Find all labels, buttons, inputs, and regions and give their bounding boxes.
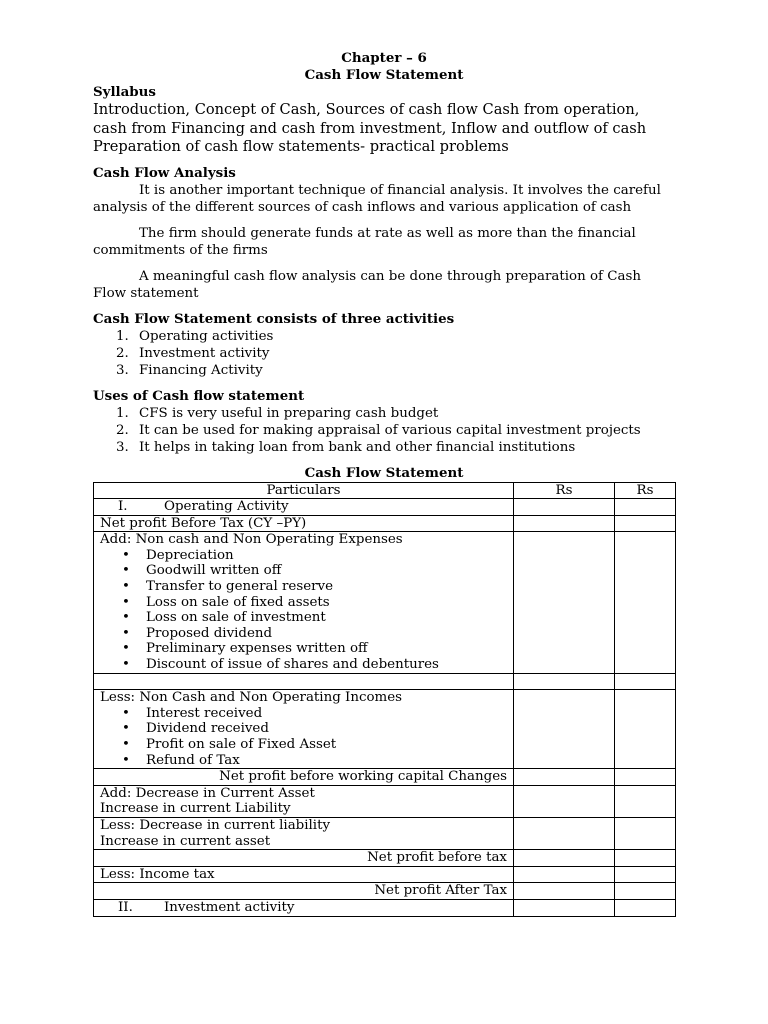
list-item: • Discount of issue of shares and debentures xyxy=(100,657,513,673)
list-item: • Profit on sale of Fixed Asset xyxy=(100,737,513,753)
table-caption: Cash Flow Statement xyxy=(304,464,464,481)
analysis-paragraph: A meaningful cash flow analysis can be done through preparation of Cash Flow statement xyxy=(93,268,641,301)
analysis-heading: Cash Flow Analysis xyxy=(93,164,236,181)
analysis-paragraph: The firm should generate funds at rate as well as more than the financial commitments of the firms xyxy=(93,225,636,258)
table-row xyxy=(94,817,676,849)
table-row xyxy=(94,785,676,817)
table-row-empty xyxy=(94,673,676,690)
np-before-wc-label: Net profit before working capital Changes xyxy=(94,769,514,786)
np-before-tax-label: Net profit before tax xyxy=(94,850,514,867)
table-row xyxy=(94,532,676,673)
npbt-label: Net profit Before Tax (CY –PY) xyxy=(94,515,514,532)
list-item: • Proposed dividend xyxy=(100,626,513,642)
uses-heading: Uses of Cash flow statement xyxy=(93,387,305,404)
uses-list xyxy=(93,405,675,456)
table-row xyxy=(94,499,676,516)
investment-activity-heading: II. Investment activity xyxy=(94,899,514,916)
list-item: 2. It can be used for making appraisal of various capital investment projects xyxy=(116,422,641,438)
header-rs: Rs xyxy=(514,482,615,499)
chapter-number: Chapter – 6 xyxy=(341,50,427,66)
list-item: 2. Investment activity xyxy=(116,345,270,361)
list-item: • Preliminary expenses written off xyxy=(100,641,513,657)
header-particulars: Particulars xyxy=(94,482,514,499)
cash-flow-table xyxy=(93,482,676,917)
list-item: 1. CFS is very useful in preparing cash budget xyxy=(116,405,439,421)
add-wc-cell: Add: Decrease in Current Asset Increase in current Liability xyxy=(94,785,514,817)
table-header-row xyxy=(94,482,676,499)
list-item: • Depreciation xyxy=(100,548,513,564)
syllabus-heading: Syllabus xyxy=(93,84,156,100)
list-item: 1. Operating activities xyxy=(116,328,274,344)
list-item: • Goodwill written off xyxy=(100,563,513,579)
income-tax-label: Less: Income tax xyxy=(94,866,514,883)
table-row xyxy=(94,899,676,916)
list-item: • Dividend received xyxy=(100,721,513,737)
header-rs: Rs xyxy=(615,482,676,499)
less-incomes-label: Less: Non Cash and Non Operating Incomes xyxy=(100,690,403,706)
operating-activity-heading: I. Operating Activity xyxy=(94,499,514,516)
add-expenses-cell xyxy=(94,532,514,673)
list-item: 3. Financing Activity xyxy=(116,362,263,378)
add-expenses-list xyxy=(100,548,513,673)
activities-heading: Cash Flow Statement consists of three activities xyxy=(93,310,455,327)
less-wc-cell: Less: Decrease in current liability Increase in current asset xyxy=(94,817,514,849)
list-item: • Loss on sale of investment xyxy=(100,610,513,626)
document-page xyxy=(93,50,675,917)
list-item: • Interest received xyxy=(100,706,513,722)
activities-list xyxy=(93,328,675,379)
chapter-title: Cash Flow Statement xyxy=(304,67,464,83)
table-row xyxy=(94,883,676,900)
less-incomes-list xyxy=(100,706,513,768)
table-row xyxy=(94,690,676,769)
less-incomes-cell xyxy=(94,690,514,769)
list-item: • Transfer to general reserve xyxy=(100,579,513,595)
table-row xyxy=(94,515,676,532)
table-row xyxy=(94,850,676,867)
list-item: 3. It helps in taking loan from bank and other financial institutions xyxy=(116,439,576,455)
np-after-tax-label: Net profit After Tax xyxy=(94,883,514,900)
syllabus-text: Introduction, Concept of Cash, Sources of cash flow Cash from operation, cash from Financing and cash from investment, Inflow and outflow of cash Preparation of cash flow statements- practical problems xyxy=(93,101,647,155)
list-item: • Refund of Tax xyxy=(100,753,513,769)
table-row xyxy=(94,866,676,883)
add-expenses-label: Add: Non cash and Non Operating Expenses xyxy=(100,532,403,548)
analysis-paragraph: It is another important technique of financial analysis. It involves the careful analysis of the different sources of cash inflows and various application of cash xyxy=(93,182,661,215)
table-row xyxy=(94,769,676,786)
list-item: • Loss on sale of fixed assets xyxy=(100,595,513,611)
